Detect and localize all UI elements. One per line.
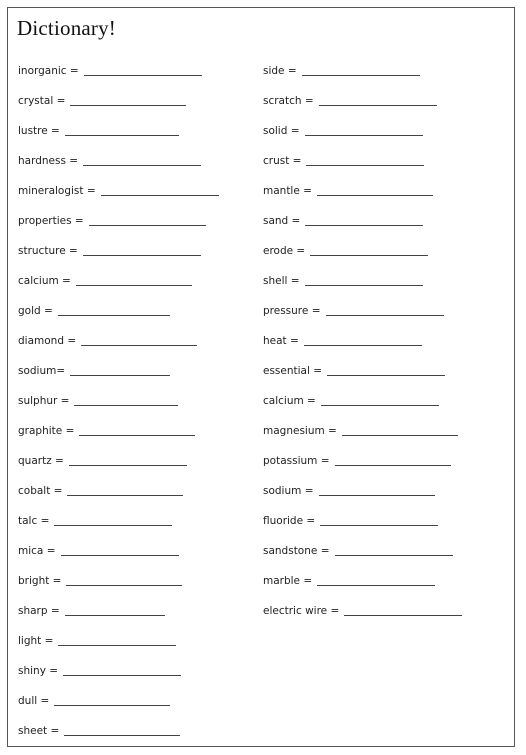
answer-blank[interactable] [89,214,206,226]
answer-blank[interactable] [70,364,170,376]
answer-blank[interactable] [326,304,444,316]
list-item [263,514,462,544]
word-label: diamond = [18,335,77,347]
list-item [18,334,219,364]
word-label: erode = [263,245,306,257]
answer-blank[interactable] [61,544,179,556]
word-label: crust = [263,155,302,167]
list-item [18,274,219,304]
answer-blank[interactable] [83,154,201,166]
word-label: sodium = [263,485,314,497]
left-word-column [18,64,219,754]
list-item [18,694,219,724]
list-item [263,424,462,454]
list-item [18,364,219,394]
answer-blank[interactable] [319,94,437,106]
word-label: sharp = [18,605,60,617]
word-label: magnesium = [263,425,337,437]
word-label: pressure = [263,305,321,317]
word-label: sandstone = [263,545,330,557]
answer-blank[interactable] [65,124,179,136]
word-label: mineralogist = [18,185,96,197]
answer-blank[interactable] [317,184,433,196]
list-item [263,394,462,424]
list-item [263,124,462,154]
word-label: light = [18,635,54,647]
list-item [263,154,462,184]
word-label: sheet = [18,725,60,737]
list-item [18,214,219,244]
word-label: sulphur = [18,395,70,407]
answer-blank[interactable] [67,484,183,496]
list-item [18,724,219,754]
answer-blank[interactable] [74,394,178,406]
word-label: inorganic = [18,65,79,77]
list-item [263,544,462,574]
word-label: scratch = [263,95,314,107]
list-item [18,544,219,574]
answer-blank[interactable] [302,64,420,76]
word-label: calcium = [18,275,71,287]
list-item [263,604,462,634]
answer-blank[interactable] [83,244,201,256]
answer-blank[interactable] [81,334,197,346]
answer-blank[interactable] [321,394,439,406]
answer-blank[interactable] [65,604,165,616]
word-label: potassium = [263,455,330,467]
list-item [18,394,219,424]
answer-blank[interactable] [54,514,172,526]
list-item [18,154,219,184]
list-item [263,244,462,274]
answer-blank[interactable] [342,424,458,436]
answer-blank[interactable] [317,574,435,586]
list-item [18,664,219,694]
list-item [263,454,462,484]
worksheet [7,7,515,747]
word-label: cobalt = [18,485,63,497]
word-label: quartz = [18,455,64,467]
list-item [18,604,219,634]
word-label: calcium = [263,395,316,407]
answer-blank[interactable] [320,514,438,526]
list-item [263,484,462,514]
word-label: hardness = [18,155,79,167]
word-label: solid = [263,125,300,137]
list-item [263,274,462,304]
list-item [263,64,462,94]
answer-blank[interactable] [101,184,219,196]
word-label: dull = [18,695,50,707]
list-item [18,94,219,124]
answer-blank[interactable] [58,634,176,646]
word-label: shiny = [18,665,59,677]
answer-blank[interactable] [84,64,202,76]
word-label: marble = [263,575,313,587]
answer-blank[interactable] [54,694,170,706]
answer-blank[interactable] [69,454,187,466]
answer-blank[interactable] [305,124,423,136]
answer-blank[interactable] [310,244,428,256]
word-label: properties = [18,215,84,227]
list-item [263,304,462,334]
list-item [263,214,462,244]
page-title: Dictionary! [17,16,116,40]
answer-blank[interactable] [327,364,445,376]
list-item [263,184,462,214]
list-item [18,244,219,274]
answer-blank[interactable] [305,214,423,226]
answer-blank[interactable] [58,304,170,316]
list-item [18,304,219,334]
word-label: heat = [263,335,299,347]
answer-blank[interactable] [66,574,182,586]
word-label: talc = [18,515,50,527]
word-label: mantle = [263,185,312,197]
list-item [263,94,462,124]
word-label: sand = [263,215,301,227]
word-label: graphite = [18,425,75,437]
list-item [18,454,219,484]
answer-blank[interactable] [70,94,186,106]
list-item [18,64,219,94]
list-item [263,574,462,604]
list-item [18,184,219,214]
word-label: shell = [263,275,300,287]
answer-blank[interactable] [335,454,451,466]
word-label: side = [263,65,297,77]
word-label: structure = [18,245,78,257]
answer-blank[interactable] [319,484,435,496]
answer-blank[interactable] [305,274,423,286]
list-item [18,124,219,154]
word-label: bright = [18,575,62,587]
right-word-column [263,64,462,634]
word-label: essential = [263,365,323,377]
word-label: electric wire = [263,605,340,617]
word-label: crystal = [18,95,66,107]
answer-blank[interactable] [344,604,462,616]
word-label: lustre = [18,125,60,137]
list-item [263,334,462,364]
answer-blank[interactable] [335,544,453,556]
word-label: mica = [18,545,56,557]
answer-blank[interactable] [79,424,195,436]
answer-blank[interactable] [64,724,180,736]
answer-blank[interactable] [304,334,422,346]
answer-blank[interactable] [306,154,424,166]
list-item [18,634,219,664]
word-label: sodium= [18,365,66,377]
word-label: gold = [18,305,53,317]
list-item [18,574,219,604]
list-item [18,424,219,454]
answer-blank[interactable] [76,274,192,286]
list-item [263,364,462,394]
list-item [18,484,219,514]
word-label: fluoride = [263,515,316,527]
answer-blank[interactable] [63,664,181,676]
list-item [18,514,219,544]
